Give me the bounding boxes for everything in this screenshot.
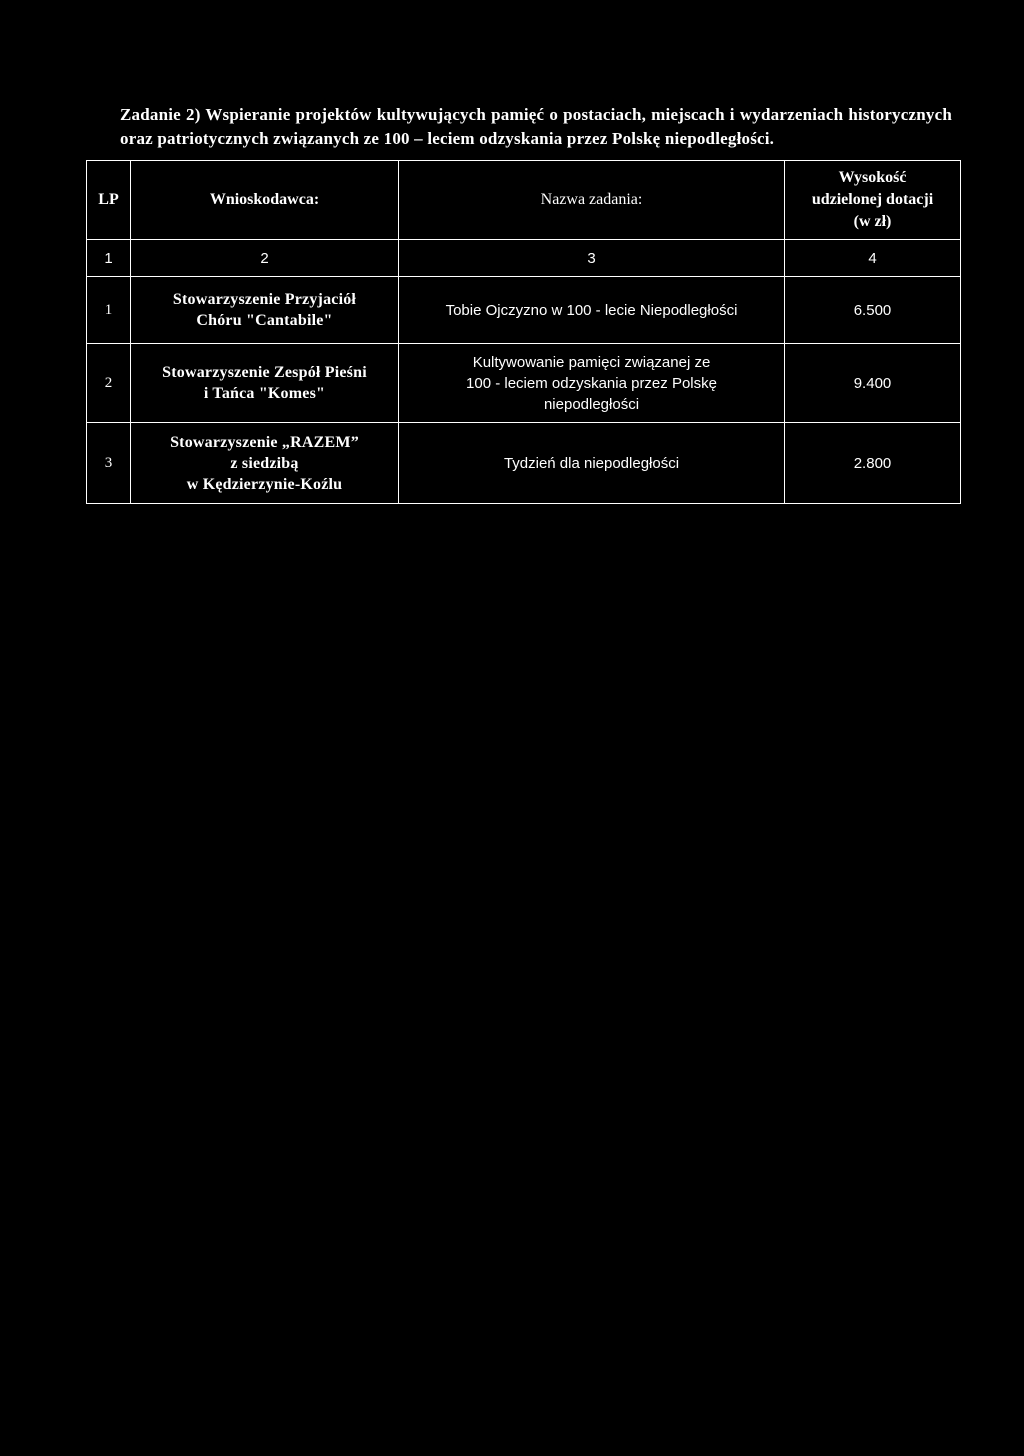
row-lp: 1 [87, 277, 131, 344]
applicant-line: Stowarzyszenie Zespół Pieśni [162, 364, 367, 381]
table-row [87, 344, 961, 423]
task-line: niepodległości [543, 395, 640, 413]
column-number: 2 [131, 240, 399, 277]
row-task [399, 423, 785, 504]
row-amount: 9.400 [785, 344, 961, 423]
row-lp: 2 [87, 344, 131, 423]
applicant-line: Stowarzyszenie „RAZEM” [170, 433, 359, 451]
header-task: Nazwa zadania: [399, 161, 785, 240]
column-number-row [87, 240, 961, 277]
intro-paragraph: Zadanie 2) Wspieranie projektów kultywujących pamięć o postaciach, miejscach i wydarzeniach historycznych oraz patriotycznych związanych ze 100 – leciem odzyskania przez Polskę niepodległości. [120, 105, 952, 148]
row-applicant [131, 423, 399, 504]
task-line: Tydzień dla niepodległości [503, 454, 680, 472]
row-task [399, 344, 785, 423]
task-line: 100 - leciem odzyskania przez Polskę [466, 374, 717, 392]
task-line: Kultywowanie pamięci związanej ze [472, 353, 711, 371]
row-amount: 6.500 [785, 277, 961, 344]
table-row [87, 423, 961, 504]
column-number: 4 [785, 240, 961, 277]
header-amount-line-3: (w zł) [853, 213, 892, 230]
applicant-line: Stowarzyszenie Przyjaciół [172, 291, 357, 308]
row-amount: 2.800 [785, 423, 961, 504]
applicant-line: z siedzibą [230, 454, 299, 472]
table-row [87, 277, 961, 344]
row-lp: 3 [87, 423, 131, 504]
header-amount-line-1: Wysokość [838, 169, 907, 186]
task-line: Tobie Ojczyzno w 100 - lecie Niepodległości [445, 301, 738, 319]
applicant-line: w Kędzierzynie-Koźlu [186, 475, 343, 493]
grants-table-container [86, 160, 960, 504]
column-number: 1 [87, 240, 131, 277]
table-header-row [87, 161, 961, 240]
applicant-line: Chóru "Cantabile" [196, 312, 333, 329]
grants-table [86, 160, 961, 504]
row-applicant [131, 277, 399, 344]
row-task [399, 277, 785, 344]
header-lp: LP [87, 161, 131, 240]
header-applicant: Wnioskodawca: [131, 161, 399, 240]
applicant-line: i Tańca "Komes" [203, 385, 326, 402]
row-applicant [131, 344, 399, 423]
column-number: 3 [399, 240, 785, 277]
header-amount-line-2: udzielonej dotacji [811, 191, 934, 208]
header-amount [785, 161, 961, 240]
